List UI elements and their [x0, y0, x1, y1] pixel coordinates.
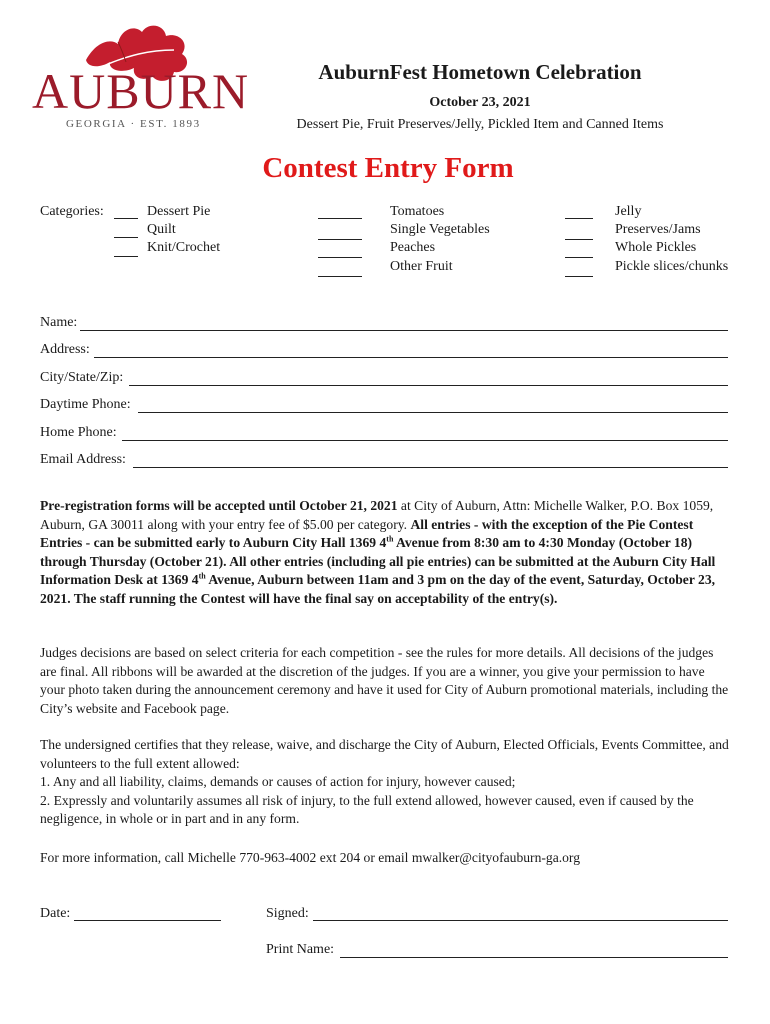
category-checkbox-line[interactable]: [114, 256, 138, 257]
category-checkbox-line[interactable]: [565, 276, 593, 277]
signature-input-line[interactable]: [313, 920, 728, 921]
release-item-1: 1. Any and all liability, claims, demands or causes of action for injury, however caused;: [40, 774, 516, 789]
category-option: Knit/Crochet: [147, 240, 221, 255]
daytime-phone-input-line[interactable]: [138, 412, 728, 413]
category-checkbox-line[interactable]: [114, 237, 138, 238]
prereg-deadline: Pre-registration forms will be accepted until October 21, 2021: [40, 498, 398, 513]
home-phone-label: Home Phone:: [40, 425, 117, 440]
auburn-logo: [28, 20, 250, 130]
logo-wordmark: AUBURN: [32, 63, 250, 119]
release-item-2: 2. Expressly and voluntarily assumes all risk of injury, to the full extend allowed, however caused, even if caused by the negligence, in whole or in part and in any form.: [40, 792, 694, 826]
category-checkbox-line[interactable]: [318, 257, 362, 258]
category-option: Pickle slices/chunks: [615, 259, 729, 274]
release-paragraph: [40, 736, 732, 829]
preregistration-paragraph: [40, 497, 732, 608]
category-checkbox-line[interactable]: [114, 218, 138, 219]
contact-info: For more information, call Michelle 770-963-4002 ext 204 or email mwalker@cityofauburn-ga.org: [40, 850, 581, 865]
category-option: Other Fruit: [390, 259, 453, 274]
category-option: Preserves/Jams: [615, 222, 701, 237]
category-checkbox-line[interactable]: [565, 239, 593, 240]
print-name-input-line[interactable]: [340, 957, 728, 958]
category-option: Jelly: [615, 204, 642, 219]
daytime-phone-label: Daytime Phone:: [40, 397, 131, 412]
category-option: Tomatoes: [390, 204, 445, 219]
email-address-label: Email Address:: [40, 452, 126, 467]
city-state-zip-label: City/State/Zip:: [40, 370, 124, 385]
release-intro: The undersigned certifies that they release, waive, and discharge the City of Auburn, Elected Officials, Events Committee, and volunteers to the full extent allowed:: [40, 737, 729, 771]
category-option: Whole Pickles: [615, 240, 697, 255]
category-checkbox-line[interactable]: [565, 257, 593, 258]
event-subtitle: Dessert Pie, Fruit Preserves/Jelly, Pickled Item and Canned Items: [296, 117, 664, 132]
home-phone-input-line[interactable]: [122, 440, 728, 441]
event-title: AuburnFest Hometown Celebration: [318, 60, 642, 84]
category-option: Quilt: [147, 222, 176, 237]
prereg-early-entries: All entries - with the exception of the Pie Contest Entries - can be submitted early to Auburn City Hall 1369 4th Avenue from 8:30 am to 4:30 Monday (October 18) through Thursday (October 21). All other entries (including all pie entries) can be submitted at the Auburn City Hall Information Desk at 1369 4th Avenue, Auburn between 11am and 3 pm on the day of the event, Saturday, October 23, 2021. The staff running the Contest will have the final say on acceptability of the entry(s).: [40, 516, 716, 606]
name-label: Name:: [40, 315, 78, 330]
category-checkbox-line[interactable]: [318, 239, 362, 240]
email-address-input-line[interactable]: [133, 467, 728, 468]
print-name-label: Print Name:: [266, 942, 335, 957]
judges-paragraph: Judges decisions are based on select criteria for each competition - see the rules for more details. All decisions of the judges are final. All ribbons will be awarded at the discretion of the judges. If you are a winner, you give your permission to have your photo taken during the announcement ceremony and have it used for City of Auburn promotional materials, including the City’s website and Facebook page.: [40, 645, 729, 716]
address-label: Address:: [40, 342, 90, 357]
category-checkbox-line[interactable]: [565, 218, 593, 219]
prereg-address: at City of Auburn, Attn: Michelle Walker, P.O. Box 1059, Auburn, GA 30011 along with your entry fee of $5.00 per category.: [40, 498, 714, 532]
event-date: October 23, 2021: [429, 95, 531, 110]
logo-tagline: GEORGIA · EST. 1893: [66, 118, 201, 130]
category-option: Dessert Pie: [147, 204, 211, 219]
name-input-line[interactable]: [80, 330, 728, 331]
category-checkbox-line[interactable]: [318, 276, 362, 277]
category-option: Peaches: [390, 240, 436, 255]
signed-label: Signed:: [266, 906, 309, 921]
category-checkbox-line[interactable]: [318, 218, 362, 219]
categories-label: Categories:: [40, 204, 104, 219]
form-title: Contest Entry Form: [262, 152, 514, 184]
address-input-line[interactable]: [94, 357, 728, 358]
category-option: Single Vegetables: [390, 222, 490, 237]
date-label: Date:: [40, 906, 71, 921]
date-input-line[interactable]: [74, 920, 221, 921]
city-state-zip-input-line[interactable]: [129, 385, 728, 386]
